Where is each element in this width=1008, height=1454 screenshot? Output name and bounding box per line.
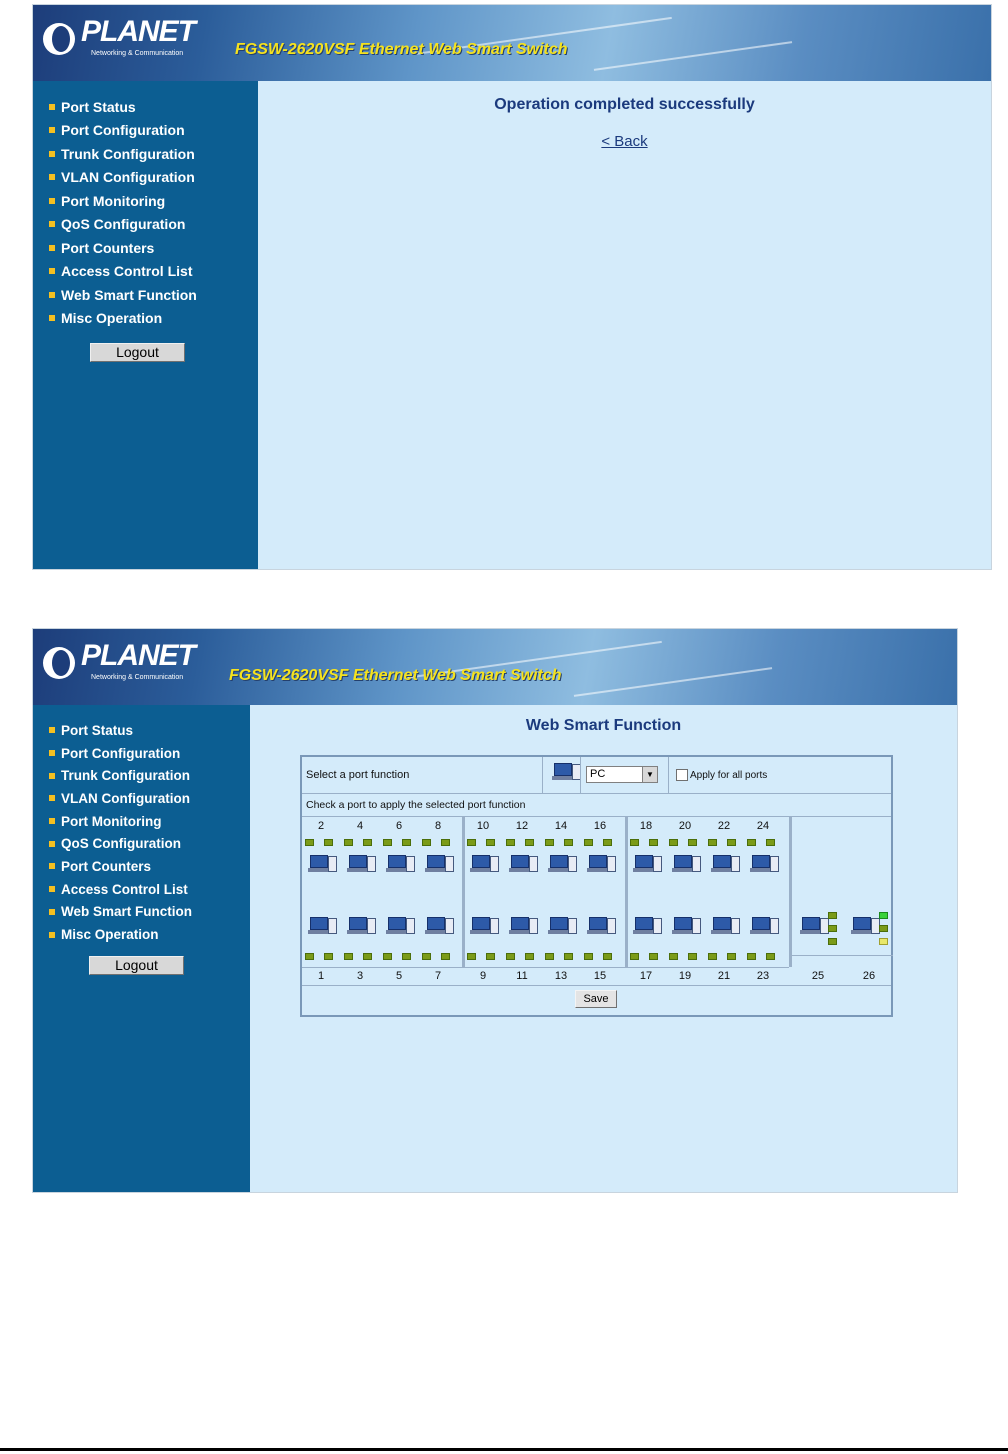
header-banner [33, 5, 991, 81]
port-led [305, 953, 314, 960]
port-led [630, 953, 639, 960]
sidebar-item-access-control-list[interactable] [49, 260, 258, 284]
square-bullet-icon [49, 292, 55, 298]
screenshot-web-smart-function [32, 628, 958, 1193]
menu-link[interactable]: Port Configuration [61, 745, 181, 761]
main-content [250, 705, 957, 1192]
group-divider [789, 817, 792, 967]
port-led [727, 953, 736, 960]
pc-computer-icon[interactable] [507, 915, 539, 941]
port-number-bottom: 1 [317, 970, 325, 982]
sidebar-item-port-monitoring[interactable] [49, 189, 258, 213]
port-led [486, 839, 495, 846]
port-number-bottom: 3 [356, 970, 364, 982]
pc-computer-icon[interactable] [585, 915, 617, 941]
port-led [828, 912, 837, 919]
menu-link[interactable]: Port Monitoring [61, 813, 162, 829]
port-function-panel [300, 755, 893, 1017]
planet-logo [43, 17, 223, 69]
port-led [506, 953, 515, 960]
apply-all-checkbox[interactable] [676, 769, 688, 781]
port-led [363, 953, 372, 960]
screenshot-operation-complete [32, 4, 992, 570]
port-number-divider [302, 967, 789, 968]
menu-link[interactable]: Port Counters [61, 858, 152, 874]
port-led [669, 839, 678, 846]
status-message: Operation completed successfully [494, 96, 755, 113]
sidebar-item-web-smart-function[interactable] [49, 283, 258, 307]
port-led [467, 953, 476, 960]
port-led [467, 839, 476, 846]
page-title: Web Smart Function [525, 717, 682, 734]
logo-subtitle: Networking & Communication [91, 50, 184, 57]
menu-link[interactable]: Access Control List [61, 263, 193, 280]
pc-computer-icon[interactable] [546, 853, 578, 879]
save-row-divider [302, 985, 891, 986]
square-bullet-icon [49, 198, 55, 204]
pc-computer-icon[interactable] [468, 853, 500, 879]
port-led [344, 839, 353, 846]
square-bullet-icon [49, 818, 55, 824]
port-number-top: 6 [395, 820, 403, 832]
sidebar-item-port-status[interactable] [49, 95, 258, 119]
sidebar-item-port-counters[interactable] [49, 236, 258, 260]
sidebar-menu [33, 81, 258, 330]
sidebar-item-port-configuration[interactable] [49, 119, 258, 143]
port-led [879, 925, 888, 932]
port-led [305, 839, 314, 846]
pc-computer-icon[interactable] [709, 915, 741, 941]
port-number-top: 14 [554, 820, 568, 832]
port-led [649, 839, 658, 846]
pc-computer-icon[interactable] [670, 853, 702, 879]
port-number-bottom: 15 [593, 970, 607, 982]
pc-computer-icon[interactable] [798, 915, 830, 941]
sidebar [33, 705, 250, 1192]
pc-computer-icon[interactable] [468, 915, 500, 941]
select-value: PC [590, 768, 606, 780]
logout-button[interactable]: Logout [90, 343, 185, 362]
port-led [564, 839, 573, 846]
menu-link[interactable]: Trunk Configuration [61, 768, 190, 784]
port-led [422, 953, 431, 960]
chevron-down-icon[interactable]: ▼ [642, 767, 657, 782]
sidebar-item-port-monitoring[interactable] [49, 810, 250, 833]
port-number-top: 24 [756, 820, 770, 832]
square-bullet-icon [49, 841, 55, 847]
sidebar-item-port-counters[interactable] [49, 855, 250, 878]
port-led [584, 953, 593, 960]
port-led [747, 953, 756, 960]
port-led [441, 953, 450, 960]
sidebar-item-vlan-configuration[interactable] [49, 787, 250, 810]
pc-computer-icon[interactable] [748, 853, 780, 879]
port-number-top: 12 [515, 820, 529, 832]
square-bullet-icon [49, 315, 55, 321]
port-led [525, 839, 534, 846]
pc-computer-icon[interactable] [306, 915, 338, 941]
sidebar [33, 81, 258, 569]
product-title: FGSW-2620VSF Ethernet Web Smart Switch [235, 41, 568, 58]
sidebar-item-misc-operation[interactable] [49, 307, 258, 331]
square-bullet-icon [49, 750, 55, 756]
pc-computer-icon [550, 761, 582, 787]
menu-link[interactable]: Port Monitoring [61, 192, 166, 209]
port-led [708, 953, 717, 960]
pc-computer-icon[interactable] [345, 853, 377, 879]
port-number-bottom: 19 [678, 970, 692, 982]
menu-link[interactable]: QoS Configuration [61, 836, 181, 852]
port-led [584, 839, 593, 846]
sidebar-item-web-smart-function[interactable] [49, 901, 250, 924]
port-led [545, 839, 554, 846]
port-led [828, 938, 837, 945]
group-divider [625, 817, 628, 967]
menu-link[interactable]: Access Control List [61, 881, 188, 897]
port-led [688, 839, 697, 846]
square-bullet-icon [49, 104, 55, 110]
port-led [324, 953, 333, 960]
square-bullet-icon [49, 795, 55, 801]
port-number-top: 16 [593, 820, 607, 832]
port-led [828, 925, 837, 932]
port-number-top: 20 [678, 820, 692, 832]
port-number-uplink: 25 [811, 970, 825, 982]
menu-link[interactable]: Misc Operation [61, 927, 159, 943]
check-port-label: Check a port to apply the selected port function [306, 799, 526, 811]
menu-link[interactable]: Web Smart Function [61, 286, 197, 303]
apply-all-label: Apply for all ports [690, 770, 768, 781]
port-led [879, 938, 888, 945]
pc-computer-icon[interactable] [631, 853, 663, 879]
uplink-divider [790, 955, 893, 956]
main-content [258, 81, 991, 569]
port-led [649, 953, 658, 960]
sidebar-item-vlan-configuration[interactable] [49, 166, 258, 190]
port-led [506, 839, 515, 846]
logo-subtitle: Networking & Communication [91, 674, 184, 681]
logo-text: PLANET [81, 15, 195, 48]
port-led [402, 839, 411, 846]
port-number-bottom: 23 [756, 970, 770, 982]
pc-computer-icon[interactable] [423, 853, 455, 879]
pc-computer-icon[interactable] [631, 915, 663, 941]
pc-computer-icon[interactable] [384, 853, 416, 879]
sidebar-item-trunk-configuration[interactable] [49, 142, 258, 166]
pc-computer-icon[interactable] [670, 915, 702, 941]
port-led [486, 953, 495, 960]
port-led [383, 839, 392, 846]
pc-computer-icon[interactable] [423, 915, 455, 941]
port-led [441, 839, 450, 846]
menu-link[interactable]: Port Counters [61, 239, 155, 256]
port-number-top: 22 [717, 820, 731, 832]
sidebar-menu [33, 705, 250, 946]
product-title: FGSW-2620VSF Ethernet Web Smart Switch [229, 667, 562, 684]
sidebar-item-port-status[interactable] [49, 719, 250, 742]
port-led [727, 839, 736, 846]
port-led [879, 912, 888, 919]
port-led [324, 839, 333, 846]
square-bullet-icon [49, 151, 55, 157]
pc-computer-icon[interactable] [585, 853, 617, 879]
select-function-row [302, 757, 891, 794]
square-bullet-icon [49, 727, 55, 733]
save-button[interactable]: Save [575, 990, 617, 1008]
menu-link[interactable]: Port Status [61, 722, 134, 738]
square-bullet-icon [49, 245, 55, 251]
planet-logo [43, 641, 223, 693]
port-led [603, 953, 612, 960]
port-led [747, 839, 756, 846]
port-led [383, 953, 392, 960]
sidebar-item-access-control-list[interactable] [49, 878, 250, 901]
port-number-bottom: 7 [434, 970, 442, 982]
sidebar-item-qos-configuration[interactable] [49, 832, 250, 855]
port-number-top: 10 [476, 820, 490, 832]
port-led [402, 953, 411, 960]
logo-text: PLANET [81, 639, 195, 672]
square-bullet-icon [49, 909, 55, 915]
check-port-row [302, 794, 891, 817]
square-bullet-icon [49, 127, 55, 133]
menu-link[interactable]: VLAN Configuration [61, 169, 195, 186]
pc-computer-icon[interactable] [507, 853, 539, 879]
menu-link[interactable]: QoS Configuration [61, 216, 186, 233]
port-led [603, 839, 612, 846]
port-number-top: 2 [317, 820, 325, 832]
page-bottom-rule [0, 1448, 1008, 1451]
pc-computer-icon[interactable] [546, 915, 578, 941]
port-number-bottom: 11 [516, 970, 528, 982]
select-function-label: Select a port function [306, 769, 410, 781]
pc-computer-icon[interactable] [748, 915, 780, 941]
menu-link[interactable]: VLAN Configuration [61, 790, 190, 806]
sidebar-item-misc-operation[interactable] [49, 923, 250, 946]
pc-computer-icon[interactable] [384, 915, 416, 941]
port-led [363, 839, 372, 846]
menu-link[interactable]: Web Smart Function [61, 904, 193, 920]
square-bullet-icon [49, 932, 55, 938]
port-led [344, 953, 353, 960]
port-led [422, 839, 431, 846]
menu-link[interactable]: Misc Operation [61, 310, 163, 327]
header-banner [33, 629, 957, 705]
port-function-select[interactable] [586, 766, 658, 783]
port-number-bottom: 21 [717, 970, 731, 982]
planet-logo-icon [43, 647, 75, 679]
port-led [630, 839, 639, 846]
port-led [766, 839, 775, 846]
menu-link[interactable]: Port Status [61, 98, 136, 115]
port-number-top: 8 [434, 820, 442, 832]
sidebar-item-port-configuration[interactable] [49, 742, 250, 765]
port-number-top: 18 [639, 820, 653, 832]
back-link[interactable]: < Back [601, 133, 648, 150]
pc-computer-icon[interactable] [709, 853, 741, 879]
port-number-uplink: 26 [862, 970, 876, 982]
square-bullet-icon [49, 268, 55, 274]
square-bullet-icon [49, 886, 55, 892]
port-led [708, 839, 717, 846]
port-number-top: 4 [356, 820, 364, 832]
port-led [766, 953, 775, 960]
pc-computer-icon[interactable] [849, 915, 881, 941]
square-bullet-icon [49, 773, 55, 779]
sidebar-item-trunk-configuration[interactable] [49, 764, 250, 787]
square-bullet-icon [49, 221, 55, 227]
pc-computer-icon[interactable] [345, 915, 377, 941]
logout-button[interactable]: Logout [89, 956, 184, 975]
port-led [688, 953, 697, 960]
group-divider [462, 817, 465, 967]
menu-link[interactable]: Port Configuration [61, 122, 185, 139]
port-led [564, 953, 573, 960]
port-number-bottom: 17 [639, 970, 653, 982]
port-number-bottom: 13 [554, 970, 568, 982]
menu-link[interactable]: Trunk Configuration [61, 145, 195, 162]
planet-logo-icon [43, 23, 75, 55]
square-bullet-icon [49, 174, 55, 180]
port-led [525, 953, 534, 960]
sidebar-item-qos-configuration[interactable] [49, 213, 258, 237]
port-led [669, 953, 678, 960]
pc-computer-icon[interactable] [306, 853, 338, 879]
port-number-bottom: 5 [395, 970, 403, 982]
port-number-bottom: 9 [479, 970, 487, 982]
port-led [545, 953, 554, 960]
square-bullet-icon [49, 863, 55, 869]
